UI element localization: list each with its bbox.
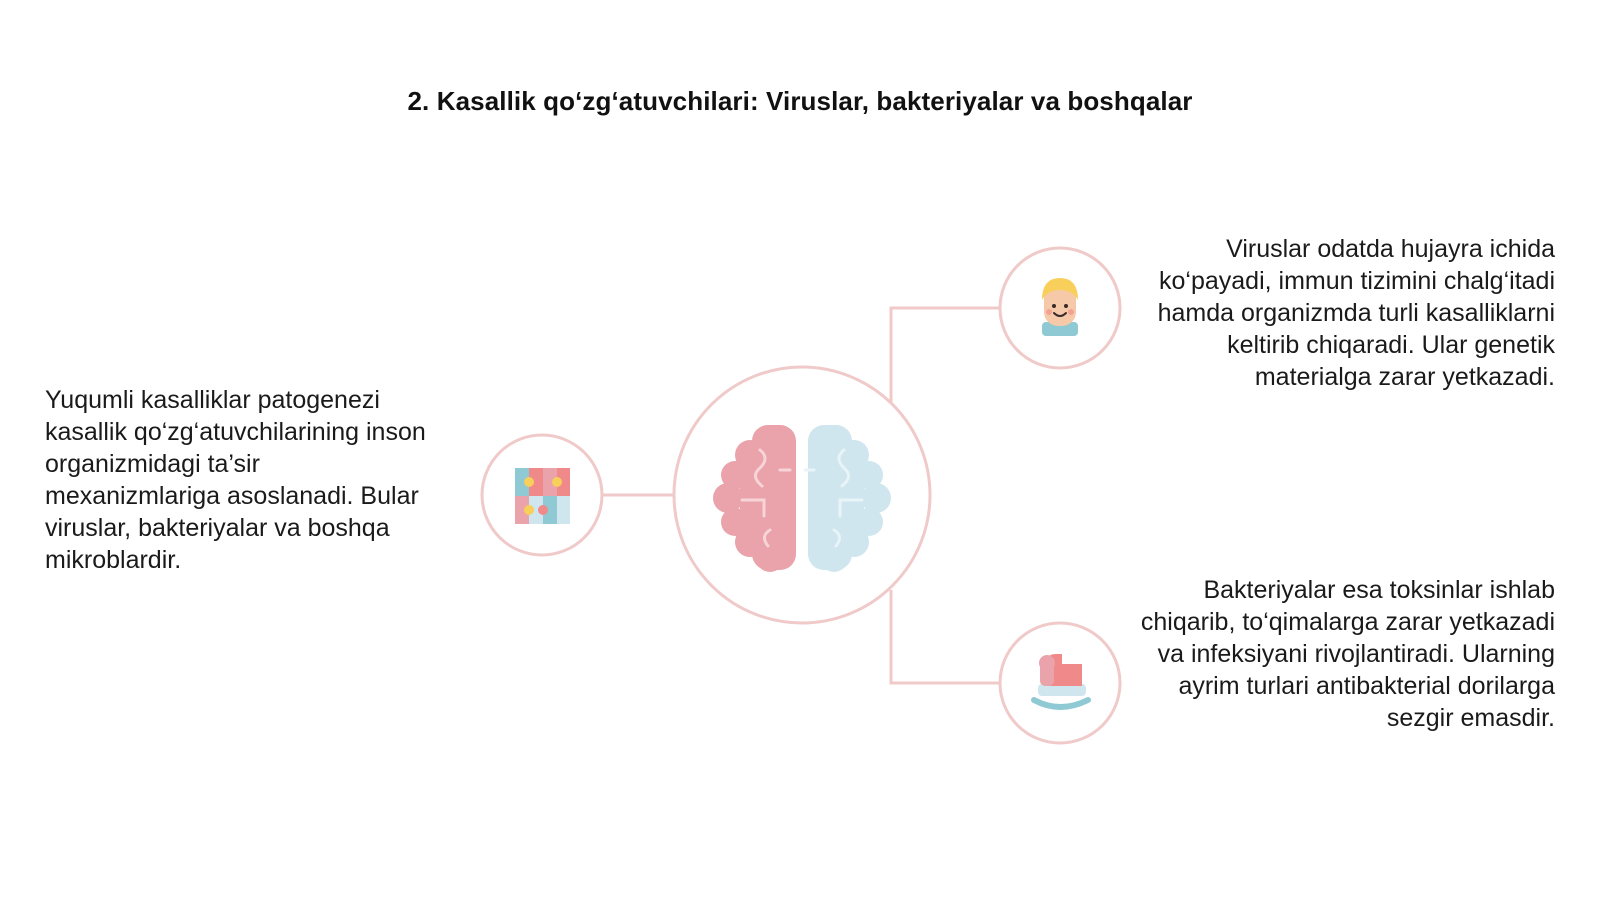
puzzle-icon [515, 468, 570, 524]
child-face-icon [1042, 278, 1078, 336]
bottom-right-description: Bakteriyalar esa toksinlar ishlab chiqarib, to‘qimalarga zarar yetkazadi va infeksiyani rivojlantiradi. Ularning ayrim turlari antibakterial dorilarga sezgir emasdir. [1140, 576, 1555, 732]
left-description: Yuqumli kasalliklar patogenezi kasallik qo‘zg‘atuvchilarining inson organizmidagi ta’sir mexanizmlariga asoslanadi. Bular viruslar, bakteriyalar va boshqa mikroblardir. [45, 386, 426, 574]
slide-title: 2. Kasallik qo‘zg‘atuvchilari: Viruslar, bakteriyalar va boshqalar [407, 86, 1193, 116]
connector-top-right [891, 308, 1000, 402]
top-right-description: Viruslar odatda hujayra ichida ko‘payadi, immun tizimini chalg‘itadi hamda organizmda turli kasalliklarni keltirib chiqaradi. Ular genetik materialga zarar yetkazadi. [1157, 235, 1555, 391]
connector-bottom-right [891, 590, 1000, 683]
